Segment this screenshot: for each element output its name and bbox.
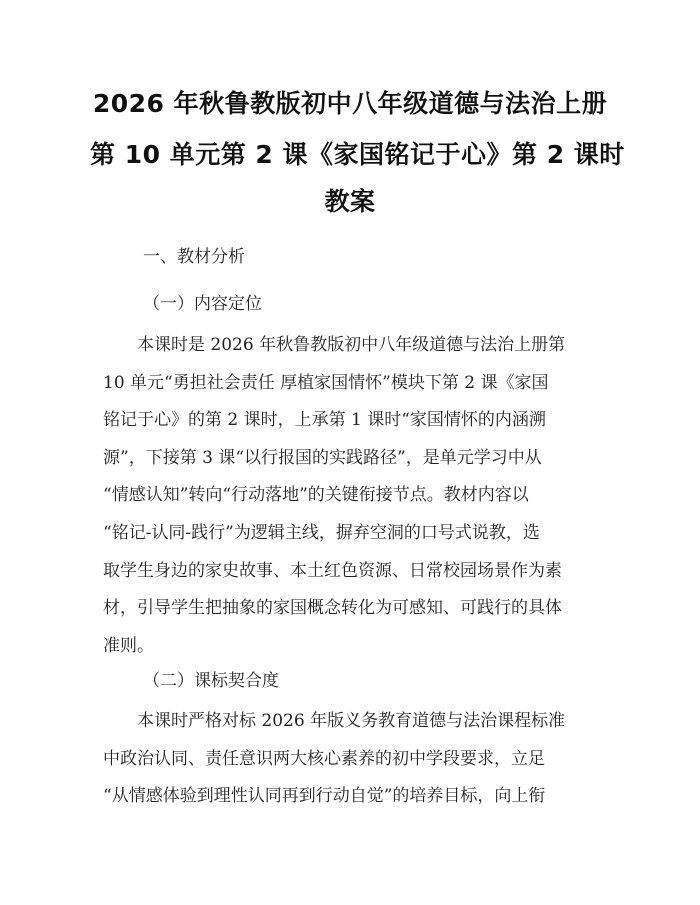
paragraph-line: “铭记-认同-践行”为逻辑主线，摒弃空洞的口号式说教，选 xyxy=(103,522,540,543)
paragraph-line: 本课时是 2026 年秋鲁教版初中八年级道德与法治上册第 xyxy=(103,335,566,355)
paragraph-line: 中政治认同、责任意识两大核心素养的初中学段要求，立足 xyxy=(103,748,545,769)
document-title-line-2: 第 10 单元第 2 课《家国铭记于心》第 2 课时 xyxy=(90,140,625,169)
paragraph-line: 准则。 xyxy=(103,635,154,656)
subsection-heading-content-positioning: （一）内容定位 xyxy=(143,294,262,314)
paragraph-line: “情感认知”转向“行动落地”的关键衔接节点。教材内容以 xyxy=(103,485,529,506)
paragraph-line: 材，引导学生把抽象的家国概念转化为可感知、可践行的具体 xyxy=(103,598,562,619)
paragraph-line: 铭记于心》的第 2 课时，上承第 1 课时“家国情怀的内涵溯 xyxy=(103,410,546,431)
section-heading-textbook-analysis: 一、教材分析 xyxy=(143,247,245,267)
paragraph-line: 10 单元“勇担社会责任 厚植家国情怀”模块下第 2 课《家国 xyxy=(103,372,549,393)
subsection-heading-curriculum-alignment: （二）课标契合度 xyxy=(143,671,279,691)
paragraph-content-positioning xyxy=(103,327,600,665)
paragraph-line: 本课时严格对标 2026 年版义务教育道德与法治课程标准 xyxy=(103,711,566,731)
paragraph-line: 源”，下接第 3 课“以行报国的实践路径”，是单元学习中从 xyxy=(103,447,542,468)
paragraph-curriculum-alignment xyxy=(103,703,600,816)
paragraph-line: “从情感体验到理性认同再到行动自觉”的培养目标，向上衔 xyxy=(103,786,546,807)
document-title-line-3: 教案 xyxy=(324,187,376,216)
paragraph-line: 取学生身边的家史故事、本土红色资源、日常校园场景作为素 xyxy=(103,560,562,581)
document-title-line-1: 2026 年秋鲁教版初中八年级道德与法治上册 xyxy=(92,89,608,118)
